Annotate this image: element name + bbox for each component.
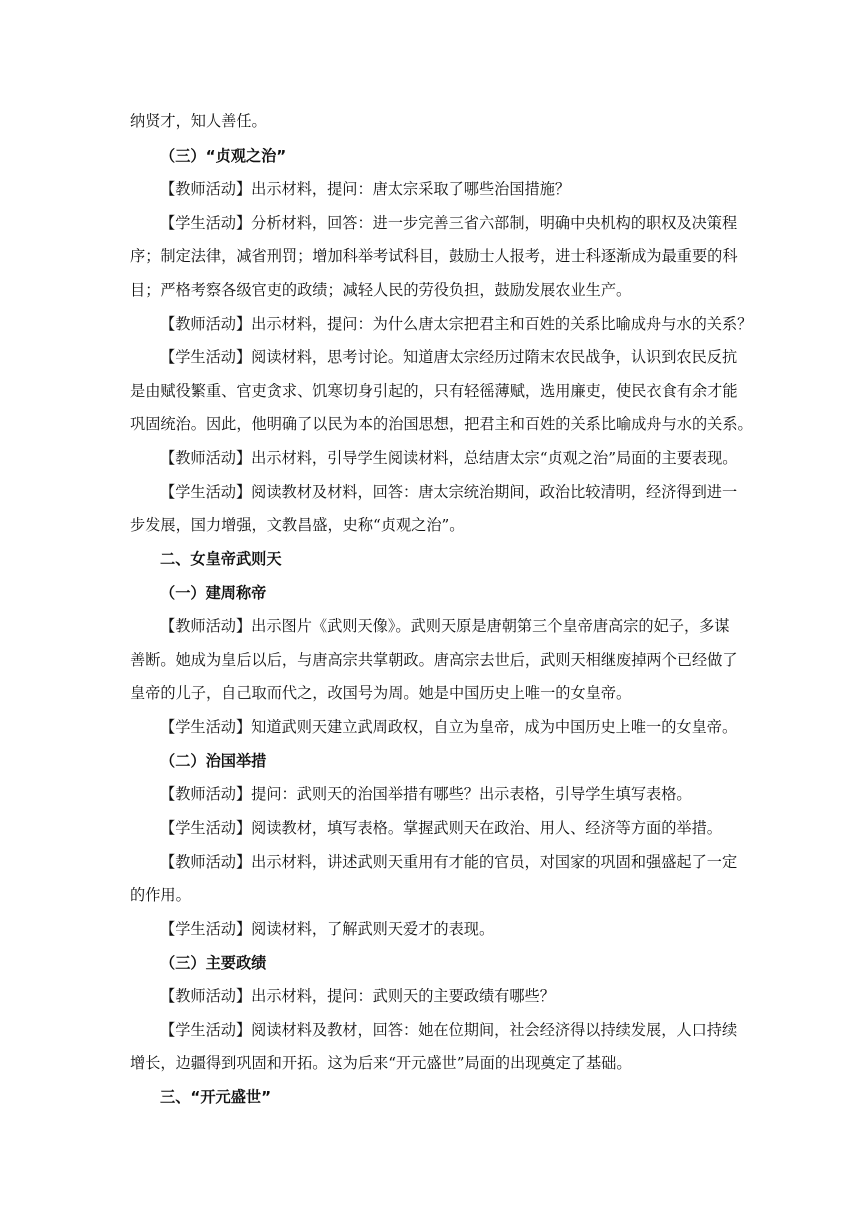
paragraph-line: 皇帝的儿子，自己取而代之，改国号为周。她是中国历史上唯一的女皇帝。 [130, 684, 632, 702]
paragraph-line: 善断。她成为皇后以后，与唐高宗共掌朝政。唐高宗去世后，武则天相继废掉两个已经做了 [130, 651, 738, 669]
paragraph-line: 【学生活动】阅读材料，思考讨论。知道唐太宗经历过隋末农民战争，认识到农民反抗 [160, 348, 738, 366]
paragraph-line: 【学生活动】知道武则天建立武周政权，自立为皇帝，成为中国历史上唯一的女皇帝。 [160, 718, 738, 736]
section-heading: 三、“开元盛世” [160, 1088, 272, 1106]
paragraph-line: 步发展，国力增强，文教昌盛，史称“贞观之治”。 [130, 516, 465, 534]
paragraph-line: 【教师活动】出示材料，讲述武则天重用有才能的官员，对国家的巩固和强盛起了一定 [160, 853, 738, 871]
paragraph-line: 【学生活动】阅读教材，填写表格。掌握武则天在政治、用人、经济等方面的举措。 [160, 819, 722, 837]
paragraph-line: 的作用。 [130, 886, 191, 904]
paragraph-line: 增长，边疆得到巩固和开拓。这为后来“开元盛世”局面的出现奠定了基础。 [130, 1054, 632, 1072]
paragraph-line: 【学生活动】阅读教材及材料，回答：唐太宗统治期间，政治比较清明，经济得到进一 [160, 483, 738, 501]
subsection-heading: （三）主要政绩 [160, 954, 267, 972]
paragraph-line: 【学生活动】阅读材料，了解武则天爱才的表现。 [160, 920, 495, 938]
subsection-heading: （三）“贞观之治” [160, 147, 287, 165]
paragraph-line: 【学生活动】分析材料，回答：进一步完善三省六部制，明确中央机构的职权及决策程 [160, 214, 738, 232]
paragraph-line: 【教师活动】出示图片《武则天像》。武则天原是唐朝第三个皇帝唐高宗的妃子，多谋 [160, 617, 730, 635]
paragraph-line: 【教师活动】出示材料，引导学生阅读材料，总结唐太宗“贞观之治”局面的主要表现。 [160, 449, 738, 467]
paragraph-line: 【教师活动】出示材料，提问：为什么唐太宗把君主和百姓的关系比喻成舟与水的关系？ [160, 315, 753, 333]
paragraph-line: 序；制定法律，减省刑罚；增加科举考试科目，鼓励士人报考，进士科逐渐成为最重要的科 [130, 247, 738, 265]
paragraph-line: 是由赋役繁重、官吏贪求、饥寒切身引起的，只有轻徭薄赋，选用廉吏，使民衣食有余才能 [130, 382, 738, 400]
subsection-heading: （二）治国举措 [160, 752, 267, 770]
paragraph-line: 【教师活动】提问：武则天的治国举措有哪些？出示表格，引导学生填写表格。 [160, 785, 692, 803]
section-heading: 二、女皇帝武则天 [160, 550, 282, 568]
paragraph-line: 【学生活动】阅读材料及教材，回答：她在位期间，社会经济得以持续发展，人口持续 [160, 1021, 738, 1039]
subsection-heading: （一）建周称帝 [160, 584, 267, 602]
paragraph-line: 巩固统治。因此，他明确了以民为本的治国思想，把君主和百姓的关系比喻成舟与水的关系。 [130, 415, 753, 433]
paragraph-line: 【教师活动】出示材料，提问：唐太宗采取了哪些治国措施？ [160, 180, 571, 198]
paragraph-line: 纳贤才，知人善任。 [130, 112, 267, 130]
paragraph-line: 目；严格考察各级官吏的政绩；减轻人民的劳役负担，鼓励发展农业生产。 [130, 281, 632, 299]
paragraph-line: 【教师活动】出示材料，提问：武则天的主要政绩有哪些？ [160, 987, 555, 1005]
